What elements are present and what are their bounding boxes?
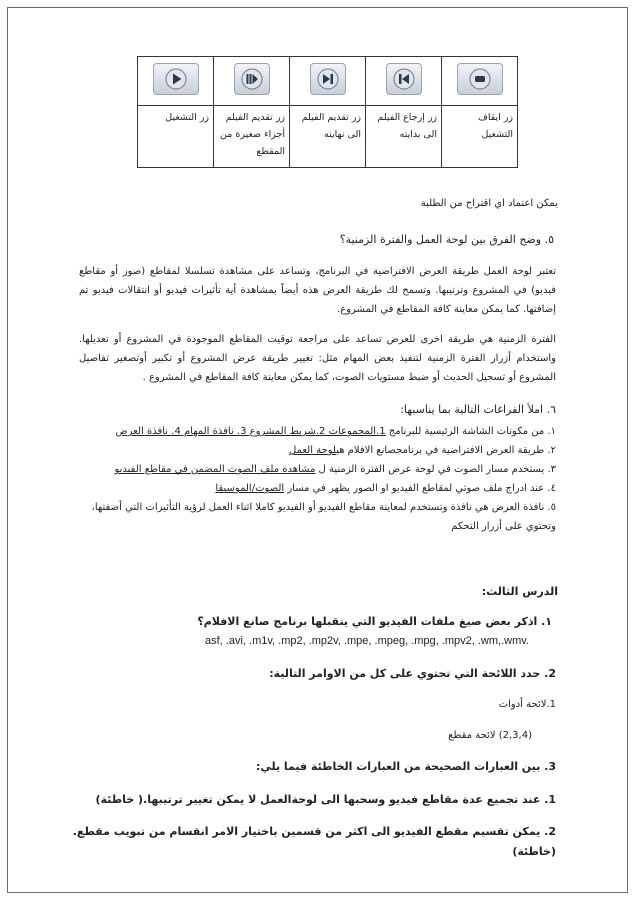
lesson3-q2-item-1: 1.لائحة أدوات bbox=[498, 699, 556, 710]
q6-answer-4: الصوت/الموسيقا bbox=[215, 483, 285, 494]
icon-cell-play bbox=[138, 57, 214, 106]
lesson3-q1-title: ١. اذكر بعض صيغ ملفات الفيديو التي يتقبلها برنامج صانع الافلام؟ bbox=[197, 615, 552, 628]
skip-to-end-icon bbox=[310, 63, 346, 95]
lesson3-q2-item-2: (2,3,4) لائحة مقطع bbox=[448, 730, 532, 741]
lesson3-q3-item-1: 1. عند تجميع عدة مقاطع فيديو وسحبها الى لوحةالعمل لا يمكن تغيير ترتيبها.( خاطئة) bbox=[95, 793, 556, 806]
lesson3-q3-item-2: 2. يمكن تقسيم مقطع الفيديو الى اكثر من قسمين باختيار الامر انقسام من تبويب مقطع.(خاطئة) bbox=[72, 825, 556, 858]
q5-title: ٥. وضح الفرق بين لوحة العمل والفترة الزمنية؟ bbox=[339, 233, 554, 246]
rewind-to-start-icon bbox=[386, 63, 422, 95]
label-stop: زر ايقاف التشغيل bbox=[442, 106, 518, 168]
q6-item-1: ١. من مكونات الشاشة الرئيسية للبرنامج 1.المجموعات 2.شريط المشروع 3. نافذة المهام 4. نافذة العرض bbox=[115, 426, 556, 437]
q6-item-2: ٢. طريقة العرض الافتراضية في برنامجصانع الافلام هيلوحة العمل bbox=[289, 445, 556, 456]
q6-list bbox=[79, 422, 556, 536]
play-icon bbox=[153, 63, 199, 95]
icon-cell-step-forward bbox=[214, 57, 290, 106]
step-forward-icon bbox=[234, 63, 270, 95]
note-students: يمكن اعتماد اي اقتراح من الطلبة bbox=[420, 198, 558, 209]
icon-cell-skip-end bbox=[290, 57, 366, 106]
lesson3-q2-title: 2. حدد اللائحة التي تحتوي على كل من الاوامر التالية: bbox=[269, 667, 556, 680]
q6-answer-1: 1.المجموعات 2.شريط المشروع 3. نافذة المهام 4. نافذة العرض bbox=[115, 426, 386, 437]
label-rewind: زر إرجاع الفيلم الى بدايته bbox=[366, 106, 442, 168]
label-play: زر التشغيل bbox=[138, 106, 214, 168]
label-step-forward: زر تقديم الفيلم أجزاء صغيرة من المقطع bbox=[214, 106, 290, 168]
icon-cell-rewind bbox=[366, 57, 442, 106]
q6-item-4: ٤. عند ادراج ملف صوتي لمقاطع الفيديو او الصور يظهر في مسار الصوت/الموسيقا bbox=[215, 483, 556, 494]
q6-title: ٦. املأ الفراغات التالية بما يناسبها: bbox=[400, 403, 556, 416]
q6-answer-3: مشاهدة ملف الصوت المضمن في مقاطع الفيديو bbox=[114, 464, 316, 475]
icon-cell-stop bbox=[442, 57, 518, 106]
media-controls-table bbox=[137, 56, 518, 168]
lesson3-q3-title: 3. بين العبارات الصحيحة من العبارات الخاطئة فيما يلي: bbox=[255, 760, 556, 773]
stop-icon bbox=[457, 63, 503, 95]
lesson3-heading: الدرس الثالث: bbox=[481, 585, 558, 598]
q6-answer-2: لوحة العمل bbox=[289, 445, 337, 456]
q5-paragraph-2: الفترة الزمنية هي طريقة اخرى للعرض تساعد على مراجعة توقيت المقاطع الموجودة في المشروع أو تعديلها. واستخدام أزرار الفترة الزمنية لتنفيذ بعض المهام مثل: تغيير طريقة عرض المشروع أو تكبير أوتصغير تفاصيل المشروع أو تسجيل الحديث أو ضبط مستويات الصوت، كما يمكن معاينة كافة المقاطع في المشروع . bbox=[79, 334, 556, 383]
lesson3-q1-answer: asf, .avi, .m1v, .mp2, .mp2v, .mpe, .mpeg, .mpg, .mpv2, .wm,.wmv. bbox=[205, 635, 529, 647]
q6-item-3: ٣. يستخدم مسار الصوت في لوحة عرض الفترة الزمنية ل مشاهدة ملف الصوت المضمن في مقاطع الفيديو bbox=[114, 464, 556, 475]
q6-item-5: ٥. نافذة العرض هي نافذة وتستخدم لمعاينة مقاطع الفيديو أو الفيديو كاملا اثناء العمل لرؤية التأثيرات التي أضفتها، وتحتوي على أزرار التحكم bbox=[91, 502, 556, 532]
q5-paragraph-1: تعتبر لوحة العمل طريقة العرض الافتراضية في البرنامج، وتساعد على مشاهدة تسلسلا لمقاطع (صور أو مقاطع فيديو) في المشروع وترتيبها. وتسمح لك طريقة العرض هذه أيضاً بمشاهدة أية تأثيرات فيديو أو انتقالات فيديو تم إضافتها. كما يمكن معاينة كافة المقاطع في المشروع. bbox=[79, 266, 556, 315]
label-skip-end: زر تقديم الفيلم الى نهايته bbox=[290, 106, 366, 168]
